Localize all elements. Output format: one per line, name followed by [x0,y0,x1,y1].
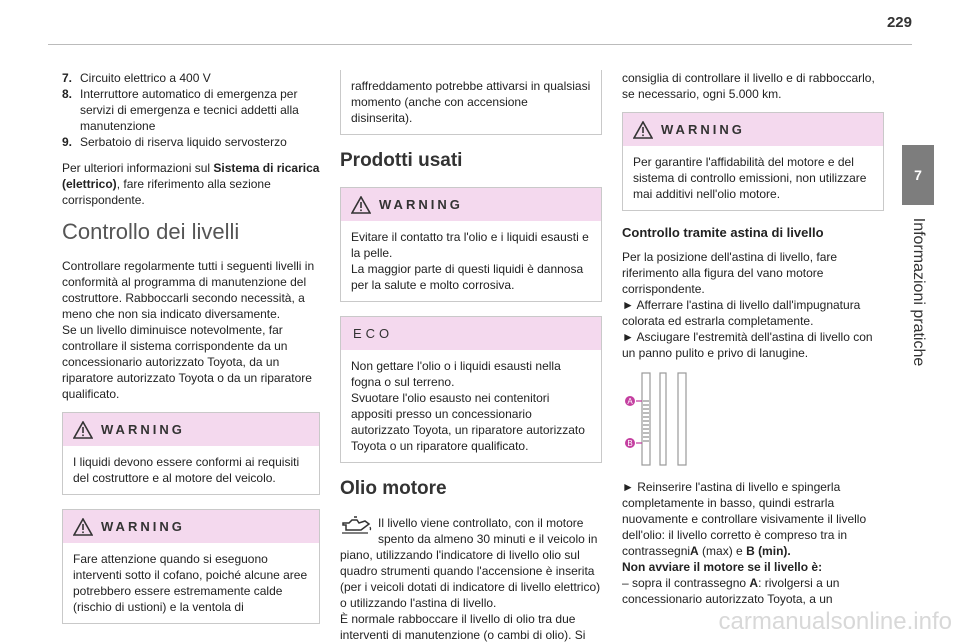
warning-triangle-icon [633,121,653,139]
page-number: 229 [886,14,912,31]
column-1 [62,70,320,638]
dash-text: – sopra il contrassegno [622,576,750,590]
warning-label: WARNING [101,518,185,534]
list-item [62,70,320,86]
dash-text-end: : rivolgersi a un concessionario autorizzato Toyota, a un [622,576,840,606]
section-heading: Olio motore [340,478,447,499]
warning-header [63,510,319,543]
dipstick-figure [622,371,702,467]
subsection-heading: Controllo tramite astina di livello [622,225,824,240]
continued-text: consiglia di controllare il livello e di rabboccarlo, se necessario, ogni 5.000 km. [622,71,875,101]
oil-body: Il livello viene controllato, con il motore spento da almeno 30 minuti e il veicolo in piano, utilizzando l'indicatore di livello olio sul quadro strumenti quando l'accensione è inserita (per i veicoli dotati di indicatore di livello elettrico) o utilizzando l'astina di livello. È normale rabboccare il livello di olio tra due interventi di manutenzione (o cambi di olio). Si [340,516,601,642]
reinsert-paragraph [622,479,884,607]
list-number: 8. [62,87,73,101]
list-text: Serbatoio di riserva liquido servosterzo [80,135,287,149]
warning-box [340,187,602,302]
warning-text: I liquidi devono essere conformi ai requisiti del costruttore e al motore del veicolo. [73,455,300,485]
warning-text: Per garantire l'affidabilità del motore e del sistema di controllo emissioni, non utilizzare mai additivi nell'olio motore. [633,155,867,201]
warning-text: raffreddamento potrebbe attivarsi in qualsiasi momento (anche con accensione disinserita). [351,79,591,125]
reinsert-text: ► Reinserire l'astina di livello e spingerla completamente in basso, quindi estrarla nuovamente e controllare visivamente il livello dell'olio: il livello corretto è compreso tra in contrassegni [622,480,867,558]
warning-header [623,113,883,146]
oil-can-icon [340,515,372,535]
list-item [62,86,320,134]
eco-box [340,316,602,463]
warning-label: WARNING [101,421,185,437]
chapter-tab[interactable]: 7 [902,145,934,205]
warning-box [622,112,884,211]
reference-paragraph [62,160,320,208]
column-3 [622,70,884,617]
mark-a-ref: A [690,544,699,558]
oil-paragraph [340,515,602,643]
warning-header [63,413,319,446]
mark-a-label: A [627,397,633,406]
warning-label: WARNING [379,196,463,212]
list-text: Circuito elettrico a 400 V [80,71,211,85]
warning-triangle-icon [73,518,93,536]
ref-text: Per ulteriori informazioni sul [62,161,214,175]
chapter-title-text: Informazioni pratiche [910,217,927,367]
section-heading: Controllo dei livelli [62,219,240,244]
chapter-title [902,212,934,372]
eco-header [341,317,601,350]
numbered-list [62,70,320,150]
warning-box [62,509,320,624]
dipstick-steps: Per la posizione dell'astina di livello, fare riferimento alla figura del vano motore corrispondente. ► Afferrare l'astina di livello dall'impugnatura colorata ed estrarla completamente. ► Asciugare l'estremità dell'astina di livello con un panno pulito e privo di lanugine. [622,250,873,360]
eco-text: Non gettare l'olio o i liquidi esausti nella fogna o sul terreno. Svuotare l'olio esausto nei contenitori appositi presso un concessionario autorizzato Toyota, un riparatore autorizzato Toyota o un riparatore qualificato. [351,359,585,453]
list-item [62,134,320,150]
column-2 [340,70,602,643]
warning-header [341,188,601,221]
warning-label: WARNING [661,121,745,137]
warning-box [62,412,320,495]
do-not-start-line: Non avviare il motore se il livello è: [622,560,823,574]
header-rule [48,44,912,45]
levels-body: Controllare regolarmente tutti i seguenti livelli in conformità al programma di manutenzione del costruttore. Rabboccarli secondo necessità, a meno che non sia indicato diversamente. Se un livello diminuisce notevolmente, far controllare il sistema corrispondente da un concessionario autorizzato Toyota, da un riparatore autorizzato Toyota o da un riparatore qualificato. [62,259,315,401]
ref-text-end: , fare riferimento alla sezione corrispondente. [62,177,271,207]
mark-b-label: B [627,439,633,448]
watermark: carmanualsonline.info [718,608,952,635]
list-number: 9. [62,135,73,149]
reinsert-mid: (max) e [698,544,747,558]
warning-text: Evitare il contatto tra l'olio e i liquidi esausti e la pelle. La maggior parte di questi liquidi è dannosa per la salute e molto corrosiva. [351,230,589,292]
warning-text: Fare attenzione quando si eseguono interventi sotto il cofano, poiché alcune aree potrebbero essere estremamente calde (rischio di ustioni) e la ventola di [73,552,308,614]
dash-mark-ref: A [749,576,759,590]
ref-link[interactable]: Sistema di ricarica (elettrico) [62,161,320,191]
warning-box-continued [340,70,602,135]
eco-label: ECO [353,325,394,341]
list-text: Interruttore automatico di emergenza per servizi di emergenza e tecnici addetti alla manutenzione [80,87,299,133]
dipstick-illustration [636,373,686,465]
mark-b-ref: B (min). [746,544,791,558]
warning-triangle-icon [351,196,371,214]
section-heading: Prodotti usati [340,150,463,171]
warning-triangle-icon [73,421,93,439]
list-number: 7. [62,71,73,85]
oil-text [340,515,602,643]
